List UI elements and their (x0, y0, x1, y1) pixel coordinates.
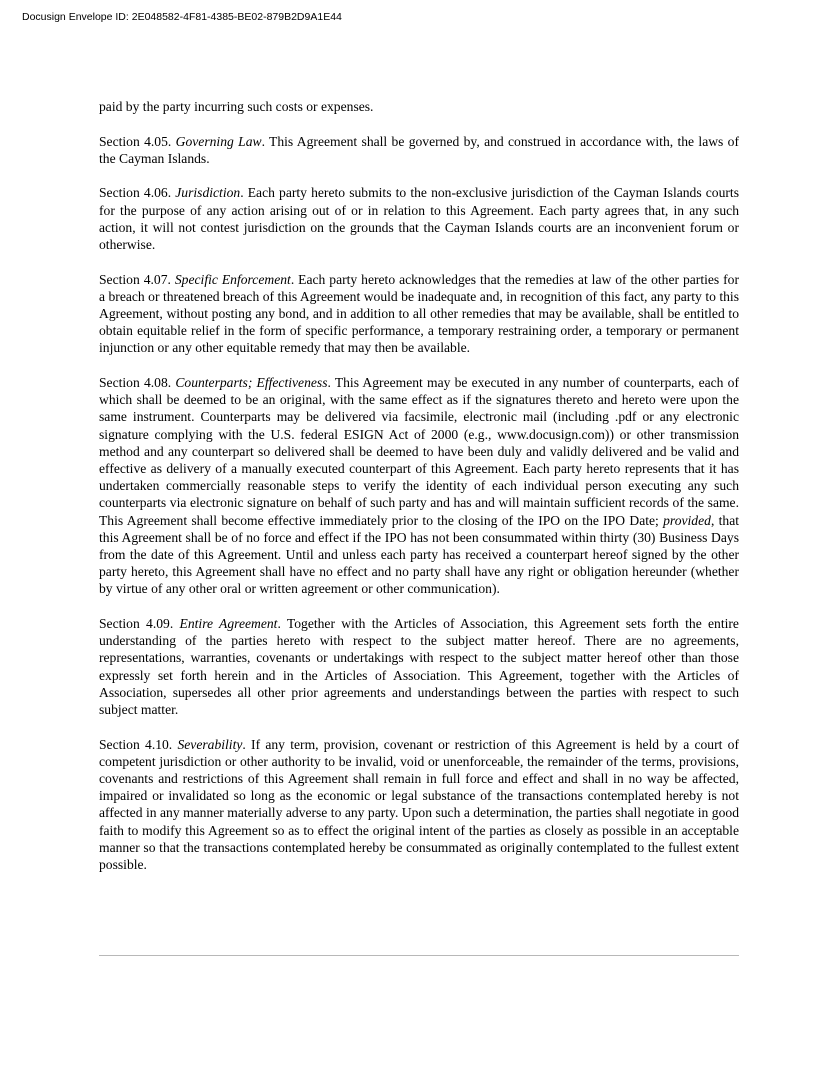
section-title: Jurisdiction (175, 185, 241, 201)
section-number: Section 4.07. (99, 271, 171, 287)
section-4-08-paragraph (99, 374, 739, 598)
section-text: . Each party hereto submits to the non-exclusive jurisdiction of the Cayman Islands courts for the purpose of any action arising out of or in relation to this Agreement. Each party agrees that, in any such action, it will not contest jurisdiction on the grounds that the Cayman Islands courts are an inconvenient forum or otherwise. (99, 185, 739, 252)
provided-italic: provided (663, 512, 711, 528)
section-number: Section 4.10. (99, 736, 173, 752)
section-number: Section 4.09. (99, 616, 174, 632)
section-text: . This Agreement shall be governed by, and construed in accordance with, the laws of the Cayman Islands. (99, 133, 739, 166)
docusign-envelope-id: Docusign Envelope ID: 2E048582-4F81-4385-BE02-879B2D9A1E44 (22, 11, 342, 23)
section-text: . Together with the Articles of Association, this Agreement sets forth the entire understanding of the parties hereto with respect to the subject matter hereof. There are no agreements, representations, warranties, covenants or undertakings with respect to the subject matter hereof other than those expressly set forth herein and in the Articles of Association. This Agreement, together with the Articles of Association, supersedes all other prior agreements and understandings between the parties with respect to such subject matter. (99, 616, 739, 718)
section-title: Severability (177, 736, 243, 752)
document-body (99, 98, 739, 891)
section-number: Section 4.06. (99, 185, 172, 201)
footer-divider (99, 955, 739, 956)
section-4-10-paragraph (99, 736, 739, 874)
section-4-05-paragraph (99, 133, 739, 167)
section-title: Governing Law (175, 133, 262, 149)
section-4-09-paragraph (99, 615, 739, 718)
section-title: Entire Agreement (179, 616, 278, 632)
section-number: Section 4.05. (99, 133, 172, 149)
continuation-paragraph: paid by the party incurring such costs or expenses. (99, 99, 374, 114)
section-title: Counterparts; Effectiveness (175, 375, 328, 390)
section-title: Specific Enforcement (174, 271, 291, 287)
section-4-07-paragraph (99, 271, 739, 357)
section-4-06-paragraph (99, 184, 739, 253)
section-text-before: . This Agreement may be executed in any number of counterparts, each of which shall be deemed to be an original, with the same effect as if the signatures thereto and hereto were upon the same instrument. Counterparts may be delivered via facsimile, electronic mail (including .pdf or any electronic signature complying with the U.S. federal ESIGN Act of 2000 (e.g., www.docusign.com)) or other transmission method and any counterpart so delivered shall be deemed to have been duly and validly delivered and be valid and effective as delivery of a manually executed counterpart of this Agreement. Each party hereto represents that it has undertaken commercially reasonable steps to verify the identity of each individual person executing any such counterparts via electronic signature on behalf of such party and has and will maintain sufficient records of the same. This Agreement shall become effective immediately prior to the closing of the IPO on the IPO Date; (99, 375, 739, 528)
section-text: . Each party hereto acknowledges that the remedies at law of the other parties for a breach or threatened breach of this Agreement would be inadequate and, in recognition of this fact, any party to this Agreement, without posting any bond, and in addition to all other remedies that may be available, shall be entitled to obtain equitable relief in the form of specific performance, a temporary restraining order, a temporary or permanent injunction or any other equitable remedy that may then be available. (99, 271, 740, 356)
section-text-after: , that this Agreement shall be of no force and effect if the IPO has not been consummated within thirty (30) Business Days from the date of this Agreement. Until and unless each party has received a counterpart hereof signed by the other party hereto, this Agreement shall have no effect and no party shall have any right or obligation hereunder (whether by virtue of any other oral or written agreement or other communication). (99, 512, 740, 597)
section-text: . If any term, provision, covenant or restriction of this Agreement is held by a court of competent jurisdiction or other authority to be invalid, void or unenforceable, the remainder of the terms, provisions, covenants and restrictions of this Agreement shall remain in full force and effect and shall in no way be affected, impaired or invalidated so long as the economic or legal substance of the transactions contemplated hereby is not affected in any manner materially adverse to any party. Upon such a determination, the parties shall negotiate in good faith to modify this Agreement so as to effect the original intent of the parties as closely as possible in an acceptable manner so that the transactions contemplated hereby be consummated as originally contemplated to the fullest extent possible. (99, 736, 739, 873)
section-number: Section 4.08. (99, 375, 172, 390)
